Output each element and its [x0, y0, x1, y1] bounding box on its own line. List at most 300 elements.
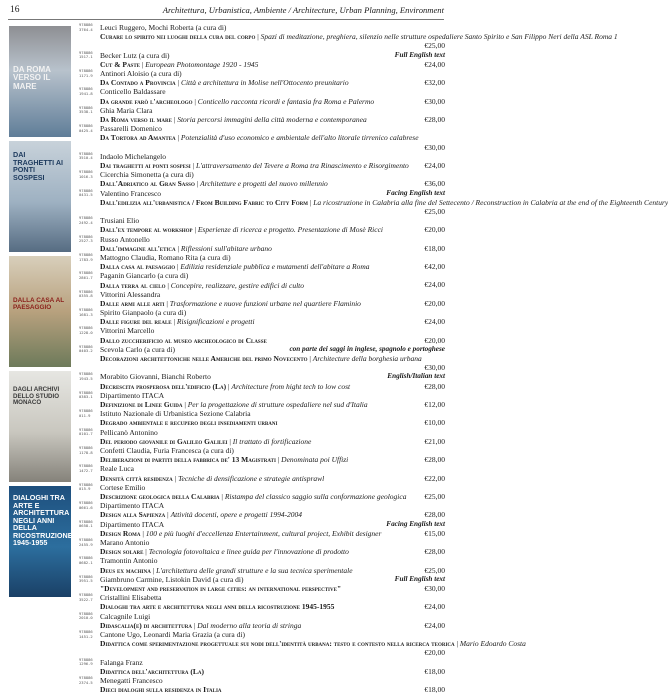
entry-title: Design alla Sapienza [100, 510, 166, 520]
entry-author-line [100, 189, 445, 198]
isbn-suffix: 2010-0 [79, 615, 93, 621]
entry-price: €10,00 [424, 418, 445, 428]
entry-title-line: Curare lo spirito nei luoghi della cura del corpo | Spazi di meditazione, preghiera, silenzio nelle strutture ospedaliere Santo Spirito e San Filippo Neri della ASL Roma 1 [100, 32, 618, 42]
page-header [8, 5, 444, 17]
isbn-suffix: 3522-7 [79, 596, 93, 602]
isbn-prefix: 978886 [79, 518, 93, 524]
entry-title-line: Densità città residenza | Tecniche di densificazione e strategie antisprawl [100, 473, 325, 483]
isbn-suffix: 1941-8 [79, 90, 93, 96]
entry-subtitle: Trasformazione e nuove funzioni urbane nel quartiere Flaminio [169, 298, 361, 308]
entry-title: Dallo zuccherificio al museo archeologico di Classe [100, 335, 267, 345]
entry-author-line [100, 152, 445, 161]
isbn-suffix: 011-9 [79, 412, 91, 418]
entry-subtitle: Architecture from hight tech to low cost [231, 381, 351, 391]
entry-title-line [100, 667, 445, 676]
entry-author: Morabito Giovanni, Bianchi Roberto [100, 372, 211, 382]
entry-author: Vittorini Alessandra [100, 289, 161, 299]
isbn-code [79, 69, 99, 78]
entry-title: Dalla terra al cielo [100, 280, 166, 290]
isbn-code [79, 106, 99, 115]
entry-title: Design solare [100, 547, 144, 557]
entry-subtitle: Architetture e progetti del nuovo millennio [200, 179, 328, 189]
isbn-suffix: 1171-9 [79, 72, 93, 78]
entry-subtitle: Potenzialità d'uso economico e ambientale dell'alto litorale tirrenico calabrese [180, 133, 419, 143]
catalog-entry [79, 391, 445, 409]
isbn-code [79, 575, 99, 584]
entry-title: Da Tortora ad Amantea [100, 133, 176, 143]
isbn-code [79, 345, 99, 354]
isbn-code [79, 612, 99, 621]
book-cover-dalla-casa-al-paesaggio [9, 256, 71, 367]
isbn-prefix: 978886 [79, 288, 93, 294]
entry-title-line: Da Roma verso il mare | Storia percorsi immagini della città moderna e contemporanea [100, 114, 367, 124]
catalog-entry [79, 124, 445, 152]
entry-subtitle: Denominata poi Uffizi [281, 455, 349, 465]
entry-author: Pellicanò Antonino [100, 427, 158, 437]
entry-subtitle: Risignificazioni e progetti [176, 317, 255, 327]
entry-title: Definizione di Linee Guida [100, 400, 183, 410]
isbn-code [79, 630, 99, 639]
entry-price: €30,00 [424, 363, 445, 373]
isbn-code [79, 446, 99, 455]
book-cover-title: DAI TRAGHETTI AI PONTI SOSPESI [13, 150, 64, 182]
entry-title: Descrizione geologica della Calabria [100, 492, 220, 501]
entry-author: Calcagnile Luigi [100, 611, 151, 621]
isbn-code [79, 51, 99, 60]
isbn-prefix: 978886 [79, 169, 93, 175]
entry-author-line [100, 372, 445, 381]
catalog-entry [79, 106, 445, 124]
isbn-code [79, 170, 99, 179]
entry-author-line [100, 593, 445, 602]
entry-author: Vittorini Marcello [100, 326, 155, 336]
entry-price: €28,00 [424, 381, 445, 391]
entry-author-line [100, 326, 445, 335]
isbn-prefix: 978886 [79, 187, 93, 193]
entry-language-tag: con parte dei saggi in inglese, spagnolo e portoghese [289, 344, 445, 353]
entry-author-line [100, 124, 445, 133]
isbn-code [79, 87, 99, 96]
isbn-prefix: 978886 [79, 573, 93, 579]
catalog-entry [79, 612, 445, 630]
isbn-suffix: 2861-7 [79, 274, 93, 280]
entry-price: €25,00 [424, 41, 445, 51]
entry-price: €30,00 [424, 96, 445, 106]
entry-author: Conticello Baldassare [100, 87, 166, 97]
entry-title-line: Dalla terra al cielo | Concepire, realizzare, gestire edifici di culto [100, 280, 305, 290]
isbn-code [79, 464, 99, 473]
entry-author: Ghia Maria Clara [100, 105, 153, 115]
isbn-code [79, 520, 99, 529]
isbn-suffix: 0431-5 [79, 192, 93, 198]
entry-author: Spirito Gianpaolo (a cura di) [100, 308, 187, 318]
entry-author-line [100, 87, 445, 96]
entry-title: Da Contado a Provincia [100, 78, 176, 88]
entry-subtitle: Riflessioni sull'abitare urbano [180, 243, 272, 253]
catalog-entry [79, 538, 445, 556]
isbn-suffix: 2374-5 [79, 679, 93, 685]
catalog-entry [79, 464, 445, 482]
entry-title-line [100, 336, 445, 345]
isbn-code [79, 409, 99, 418]
entry-title: Dall'Adriatico al Gran Sasso [100, 179, 195, 189]
entry-title: Didascalia(e) di architettura [100, 620, 192, 630]
book-cover-archivi [9, 371, 71, 482]
isbn-prefix: 978886 [79, 123, 93, 129]
isbn-prefix: 978886 [79, 656, 93, 662]
isbn-code [79, 290, 99, 299]
entry-title: Densità città residenza [100, 473, 173, 483]
entry-price: €24,00 [424, 59, 445, 69]
isbn-code [79, 556, 99, 565]
entry-title: Dall'immagine all'etica [100, 243, 176, 253]
isbn-prefix: 978886 [79, 49, 93, 55]
catalog-entry [79, 676, 445, 694]
isbn-code [79, 253, 99, 262]
catalog-entry [79, 658, 445, 676]
entry-title-line: Dai traghetti ai ponti sospesi | L'attraversamento del Tevere a Roma tra Rinascimento e Risorgimento [100, 160, 409, 170]
entry-author-line [100, 253, 445, 262]
isbn-suffix: 3951-5 [79, 578, 93, 584]
isbn-prefix: 978886 [79, 628, 93, 634]
entry-price: €18,00 [424, 685, 445, 694]
entry-price: €28,00 [424, 455, 445, 465]
entry-title: Dalle armi alle arti [100, 298, 165, 308]
entry-subtitle: La ricostruzione in Calabria alla fine del Settecento / Reconstruction in Calabria at the end of the Eighteenth Century [313, 197, 668, 207]
entry-title: Dieci dialoghi sulla residenza in Italia [100, 685, 222, 694]
entry-author-line [100, 409, 445, 418]
entry-price: €20,00 [424, 335, 445, 345]
entry-price: €28,00 [424, 114, 445, 124]
entry-author: Marano Antonio [100, 537, 150, 547]
isbn-prefix: 978886 [79, 674, 93, 680]
book-cover-da-roma-verso-il-mare [9, 26, 71, 137]
entry-author: Cantone Ugo, Leonardi Maria Grazia (a cura di) [100, 629, 245, 639]
book-cover-dai-traghetti [9, 141, 71, 252]
entry-price: €15,00 [424, 528, 445, 538]
entry-language-tag: Facing English text [386, 519, 445, 528]
entry-author: Valentino Francesco [100, 188, 162, 198]
entry-author-line [100, 630, 445, 639]
isbn-suffix: 3510-4 [79, 155, 93, 161]
isbn-code [79, 235, 99, 244]
entry-author-line [100, 464, 445, 473]
entry-title-line: Dall'Adriatico al Gran Sasso | Architetture e progetti del nuovo millennio [100, 179, 328, 189]
entry-title-line [100, 602, 445, 611]
entry-subtitle: L'architettura delle grandi strutture e la sua tecnica sperimentale [156, 565, 353, 575]
isbn-prefix: 978886 [79, 233, 93, 239]
entry-price: €25,00 [424, 491, 445, 501]
book-covers-column [9, 26, 73, 601]
entry-title: Curare lo spirito nei luoghi della cura del corpo [100, 32, 256, 42]
entry-price: €24,00 [424, 602, 445, 612]
entry-price: €12,00 [424, 400, 445, 410]
entry-author-line [100, 538, 445, 547]
entry-title: Deus ex machina [100, 565, 151, 575]
entry-title: Dall'edilizia all'urbanistica / From Building Fabric to City Form [100, 197, 308, 207]
isbn-code [79, 189, 99, 198]
entry-author: Cristallini Elisabetta [100, 593, 162, 603]
isbn-suffix: 0682-1 [79, 559, 93, 565]
entry-title-line: Cut & Paste | European Photomontage 1920 - 1945 [100, 59, 259, 69]
book-cover-title: DALLA CASA AL PAESAGGIO [13, 297, 65, 311]
isbn-code [79, 428, 99, 437]
entry-author: Dipartimento ITACA [100, 519, 165, 529]
entry-title-line [100, 584, 445, 593]
isbn-prefix: 978886 [79, 610, 93, 616]
isbn-code [79, 23, 99, 32]
entry-title-line: Da Contado a Provincia | Città e architettura in Molise nell'Ottocento preunitario [100, 78, 349, 88]
entry-author-line [100, 676, 445, 685]
isbn-prefix: 978886 [79, 67, 93, 73]
isbn-prefix: 978886 [79, 371, 93, 377]
isbn-prefix: 978886 [79, 215, 93, 221]
isbn-prefix: 978886 [79, 104, 93, 110]
entry-price: €36,00 [424, 179, 445, 189]
isbn-suffix: 2492-4 [79, 219, 93, 225]
entry-author: Reale Luca [100, 464, 134, 474]
isbn-suffix: 015-9 [79, 486, 91, 492]
entry-author: Falanga Franz [100, 657, 143, 667]
entry-subtitle: L'attraversamento del Tevere a Roma tra Rinascimento e Risorgimento [195, 160, 409, 170]
entry-author: Antinori Aloisio (a cura di) [100, 68, 182, 78]
page-number: 16 [10, 5, 20, 15]
entry-title-line: Da grande farò l'archeologo | Conticello racconta ricordi e fantasia fra Roma e Palermo [100, 96, 375, 106]
catalog-entry [79, 628, 526, 658]
entry-title-line: Design solare | Tecnologia fotovoltaica e linee guida per l'innovazione di prodotto [100, 547, 349, 557]
entry-language-tag: Full English text [394, 50, 445, 59]
isbn-suffix: 1451-2 [79, 633, 93, 639]
catalog-entry [79, 520, 445, 538]
entry-author-line [100, 290, 445, 299]
entry-title-line: Design alla Sapienza | Attività docenti, opere e progetti 1994-2004 [100, 510, 303, 520]
entry-title-line: Dall'ex tempore al workshop | Esperienze di ricerca e progetto. Presentazione di Mosè Ricci [100, 225, 384, 235]
catalog-entry [79, 152, 445, 170]
isbn-code [79, 308, 99, 317]
entry-subtitle: Mario Edoardo Costa [459, 639, 526, 649]
catalog-entries-list [79, 22, 668, 694]
entry-author: Cortese Emilio [100, 482, 146, 492]
entry-author-line [100, 308, 445, 317]
entry-subtitle: Storia percorsi immagini della città moderna e contemporanea [177, 114, 367, 124]
entry-author: Mattogno Claudia, Romano Rita (a cura di) [100, 252, 231, 262]
catalog-entry [79, 271, 445, 289]
isbn-suffix: 1016-3 [79, 173, 93, 179]
entry-price: €18,00 [424, 666, 445, 676]
entry-title: Dalle figure del reale [100, 317, 172, 327]
entry-author: Giambruno Carmine, Listokin David (a cura di) [100, 574, 244, 584]
isbn-suffix: 0101-7 [79, 431, 93, 437]
isbn-suffix: 3538-1 [79, 109, 93, 115]
header-rule [8, 19, 444, 20]
entry-author: Cicerchia Simonetta (a cura di) [100, 170, 194, 180]
catalog-entry [79, 501, 445, 519]
isbn-prefix: 978886 [79, 408, 93, 414]
entry-author-line [100, 23, 445, 32]
isbn-suffix: 3764-4 [79, 26, 93, 32]
isbn-code [79, 391, 99, 400]
entry-author-line [100, 501, 445, 510]
entry-author: Paganin Giancarlo (a cura di) [100, 271, 189, 281]
entry-title: Decorazioni architettoniche nelle Americhe del primo Novecento [100, 354, 308, 364]
isbn-prefix: 978886 [79, 22, 93, 27]
catalog-entry [79, 235, 445, 253]
entry-title: Da Roma verso il mare [100, 114, 172, 124]
entry-title: Dialoghi tra arte e architettura negli anni della ricostruzione 1945-1955 [100, 602, 335, 612]
entry-subtitle: Città e architettura in Molise nell'Ottocento preunitario [180, 78, 349, 88]
isbn-suffix: 1178-8 [79, 449, 93, 455]
entry-subtitle: Concepire, realizzare, gestire edifici di culto [170, 280, 305, 290]
catalog-entry [79, 170, 445, 188]
entry-title: Dalla casa al paesaggio [100, 262, 176, 272]
entry-title: Didattica come sperimentazione progettuale sui nodi dell'identità urbana: testo e contesto nella ricerca teorica [100, 639, 455, 649]
entry-subtitle: Spazi di meditazione, preghiera, silenzio nelle strutture ospedaliere Santo Spirito e San Filippo Neri della ASL Roma 1 [260, 32, 618, 42]
entry-language-tag: Full English text [394, 574, 445, 583]
entry-author-line [100, 483, 445, 492]
isbn-suffix: 0661-6 [79, 504, 93, 510]
isbn-suffix: 1472-7 [79, 468, 93, 473]
entry-title-line: Decrescita prosperosa dell'edificio (La) | Architecture from hight tech to low cost [100, 381, 351, 391]
isbn-prefix: 978886 [79, 343, 93, 349]
catalog-entry [79, 326, 445, 344]
entry-author-line [100, 428, 445, 437]
isbn-prefix: 978886 [79, 251, 93, 257]
isbn-prefix: 978886 [79, 86, 93, 92]
catalog-entry [79, 187, 668, 217]
entry-title-line: Deliberazioni di partiti della fabbrica de' 13 Magistrati | Denominata poi Uffizi [100, 455, 349, 465]
isbn-code [79, 501, 99, 510]
isbn-prefix: 978886 [79, 307, 93, 313]
entry-title-line: Descrizione geologica della Calabria | Ristampa del classico saggio sulla conformazione geologica [100, 492, 407, 501]
entry-title-line: Definizione di Linee Guida | Per la progettazione di strutture ospedaliere nel sud d'Italia [100, 400, 368, 410]
isbn-suffix: 0658-1 [79, 523, 93, 529]
entry-title-line [100, 418, 445, 427]
entry-price: €24,00 [424, 280, 445, 290]
entry-author-line [100, 106, 445, 115]
entry-price: €32,00 [424, 78, 445, 88]
book-cover-dialoghi [9, 486, 71, 597]
isbn-prefix: 978886 [79, 150, 93, 156]
entry-language-tag: English/Italian text [387, 372, 445, 381]
entry-price: €42,00 [424, 262, 445, 272]
isbn-suffix: 2455-9 [79, 541, 93, 547]
entry-title: Deliberazioni di partiti della fabbrica de' 13 Magistrati [100, 455, 276, 465]
isbn-suffix: 0425-4 [79, 127, 93, 133]
entry-price: €24,00 [424, 160, 445, 170]
entry-price: €18,00 [424, 243, 445, 253]
entry-subtitle: Ristampa del classico saggio sulla conformazione geologica [224, 492, 407, 501]
entry-author: Russo Antonello [100, 234, 150, 244]
isbn-prefix: 978886 [79, 463, 93, 469]
entry-title-line: Dall'immagine all'etica | Riflessioni sull'abitare urbano [100, 243, 272, 253]
catalog-entry [79, 575, 445, 593]
entry-title: Design Roma [100, 528, 141, 538]
isbn-suffix: 1783-9 [79, 256, 93, 262]
isbn-prefix: 978886 [79, 270, 93, 276]
catalog-entry [79, 253, 445, 271]
entry-title: Dall'ex tempore al workshop [100, 225, 193, 235]
entry-title: Dai traghetti ai ponti sospesi [100, 160, 191, 170]
isbn-code [79, 593, 99, 602]
entry-author: Confetti Claudia, Furia Francesca (a cura di) [100, 446, 234, 456]
entry-title-line [100, 685, 445, 694]
isbn-prefix: 978886 [79, 481, 93, 487]
entry-language-tag: Facing English text [386, 188, 445, 197]
isbn-code [79, 483, 99, 492]
entry-author-line [100, 658, 445, 667]
entry-subtitle: Architecture della borghesia urbana [312, 354, 422, 364]
entry-price: €30,00 [424, 583, 445, 593]
entry-subtitle: Esperienze di ricerca e progetto. Presentazione di Mosè Ricci [197, 225, 384, 235]
isbn-code [79, 152, 99, 161]
catalog-entry [79, 87, 445, 105]
entry-subtitle: Il trattato di fortificazione [232, 436, 312, 446]
isbn-prefix: 978886 [79, 555, 93, 561]
entry-title-line: Da Tortora ad Amantea | Potenzialità d'uso economico e ambientale dell'alto litorale tirrenico calabrese [100, 133, 419, 143]
entry-title-line: Design Roma | 100 e più luoghi d'eccellenza Entertainment, cultural project, Exhibit designer [100, 528, 382, 538]
entry-title-line: Decorazioni architettoniche nelle Americhe del primo Novecento | Architecture della borghesia urbana [100, 354, 422, 364]
entry-title-line: Del periodo giovanile di Galileo Galilei | Il trattato di fortificazione [100, 436, 312, 446]
catalog-entry [79, 22, 618, 51]
isbn-suffix: 0383-1 [79, 394, 93, 400]
isbn-suffix: 1517-1 [79, 54, 93, 60]
entry-price: €24,00 [424, 317, 445, 327]
entry-author-line [100, 391, 445, 400]
entry-author: Passarelli Domenico [100, 124, 162, 134]
entry-title-line: Deus ex machina | L'architettura delle grandi strutture e la sua tecnica sperimentale [100, 565, 353, 575]
entry-title-line: Didattica come sperimentazione progettuale sui nodi dell'identità urbana: testo e contesto nella ricerca teorica | Mario Edoardo Costa [100, 639, 526, 649]
catalog-entry [79, 483, 445, 501]
catalog-entry [79, 409, 445, 427]
entry-subtitle: Conticello racconta ricordi e fantasia fra Roma e Palermo [197, 96, 375, 106]
entry-author-line [100, 216, 445, 225]
entry-author-line [100, 235, 445, 244]
entry-subtitle: European Photomontage 1920 - 1945 [145, 59, 259, 69]
entry-subtitle: Per la progettazione di strutture ospedaliere nel sud d'Italia [187, 400, 368, 410]
entry-title-line: Didascalia(e) di architettura | Dal moderno alla teoria di stringa [100, 620, 302, 630]
entry-subtitle: Dal moderno alla teoria di stringa [197, 620, 302, 630]
entry-title: Didattica dell'architettura (La) [100, 666, 204, 676]
entry-price: €28,00 [424, 547, 445, 557]
entry-title: Del periodo giovanile di Galileo Galilei [100, 436, 228, 446]
entry-title-line: Dalle figure del reale | Risignificazioni e progetti [100, 317, 255, 327]
entry-price: €20,00 [424, 298, 445, 308]
isbn-code [79, 271, 99, 280]
catalog-entry [79, 446, 445, 464]
catalog-entry [79, 216, 445, 234]
entry-title-line: Dalle armi alle arti | Trasformazione e nuove funzioni urbane nel quartiere Flaminio [100, 298, 361, 308]
catalog-entry [79, 290, 445, 308]
catalog-entry [79, 556, 445, 574]
catalog-entry [79, 308, 445, 326]
entry-author: Trusiani Elio [100, 216, 140, 226]
entry-price: €20,00 [424, 648, 445, 658]
isbn-prefix: 978886 [79, 592, 93, 598]
catalog-entry [79, 593, 445, 611]
entry-subtitle: Tecnologia fotovoltaica e linee guida per l'innovazione di prodotto [148, 547, 349, 557]
catalog-entry [79, 428, 445, 446]
isbn-suffix: 1228-0 [79, 330, 93, 336]
isbn-code [79, 124, 99, 133]
entry-title: Degrado ambientale e recupero degli insediamenti urbani [100, 418, 278, 428]
entry-subtitle: 100 e più luoghi d'eccellenza Entertainment, cultural project, Exhibit designer [145, 528, 382, 538]
isbn-suffix: 0355-8 [79, 293, 93, 299]
isbn-prefix: 978886 [79, 445, 93, 451]
entry-author-line [100, 575, 445, 584]
isbn-code [79, 372, 99, 381]
entry-price: €28,00 [424, 510, 445, 520]
isbn-suffix: 1296-9 [79, 661, 93, 667]
